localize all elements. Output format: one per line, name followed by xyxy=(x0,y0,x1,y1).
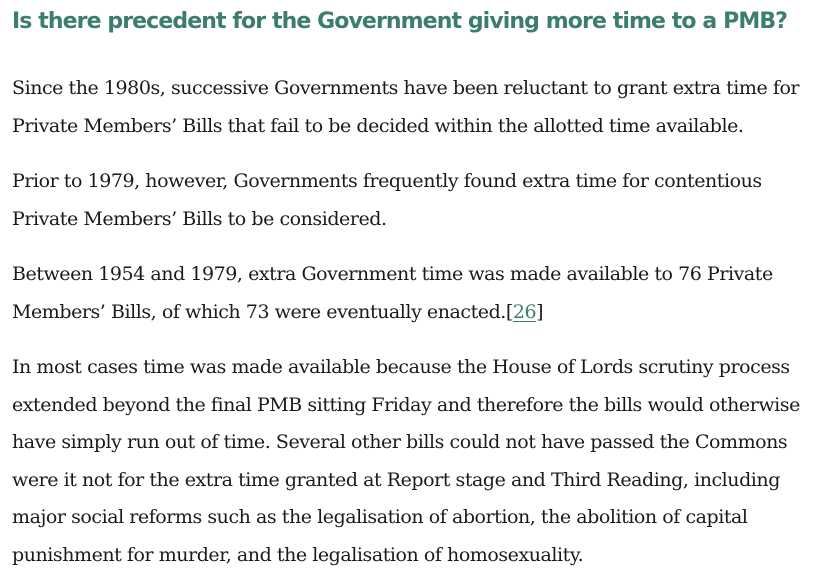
section-heading: Is there precedent for the Government giving more time to a PMB? xyxy=(12,9,788,34)
footnote-open-bracket: [ xyxy=(505,300,513,323)
footnote-link-26[interactable]: 26 xyxy=(512,300,537,323)
paragraph-2: Prior to 1979, however, Governments frequently found extra time for contentious Private Members’ Bills to be considered. xyxy=(12,170,762,230)
footnote-close-bracket: ] xyxy=(536,300,544,323)
paragraph-1: Since the 1980s, successive Governments have been reluctant to grant extra time for Private Members’ Bills that fail to be decided within the allotted time available. xyxy=(12,77,800,137)
article-content xyxy=(12,0,824,574)
paragraph-4: In most cases time was made available because the House of Lords scrutiny process extended beyond the final PMB sitting Friday and therefore the bills would otherwise have simply run out of time. Several other bills could not have passed the Commons were it not for the extra time granted at Report stage and Third Reading, including major social reforms such as the legalisation of abortion, the abolition of capital punishment for murder, and the legalisation of homosexuality. xyxy=(12,356,800,566)
paragraph-3 xyxy=(12,256,824,331)
paragraph-3-text: Between 1954 and 1979, extra Government time was made available to 76 Private Members’ Bills, of which 73 were eventually enacted. xyxy=(12,263,773,323)
